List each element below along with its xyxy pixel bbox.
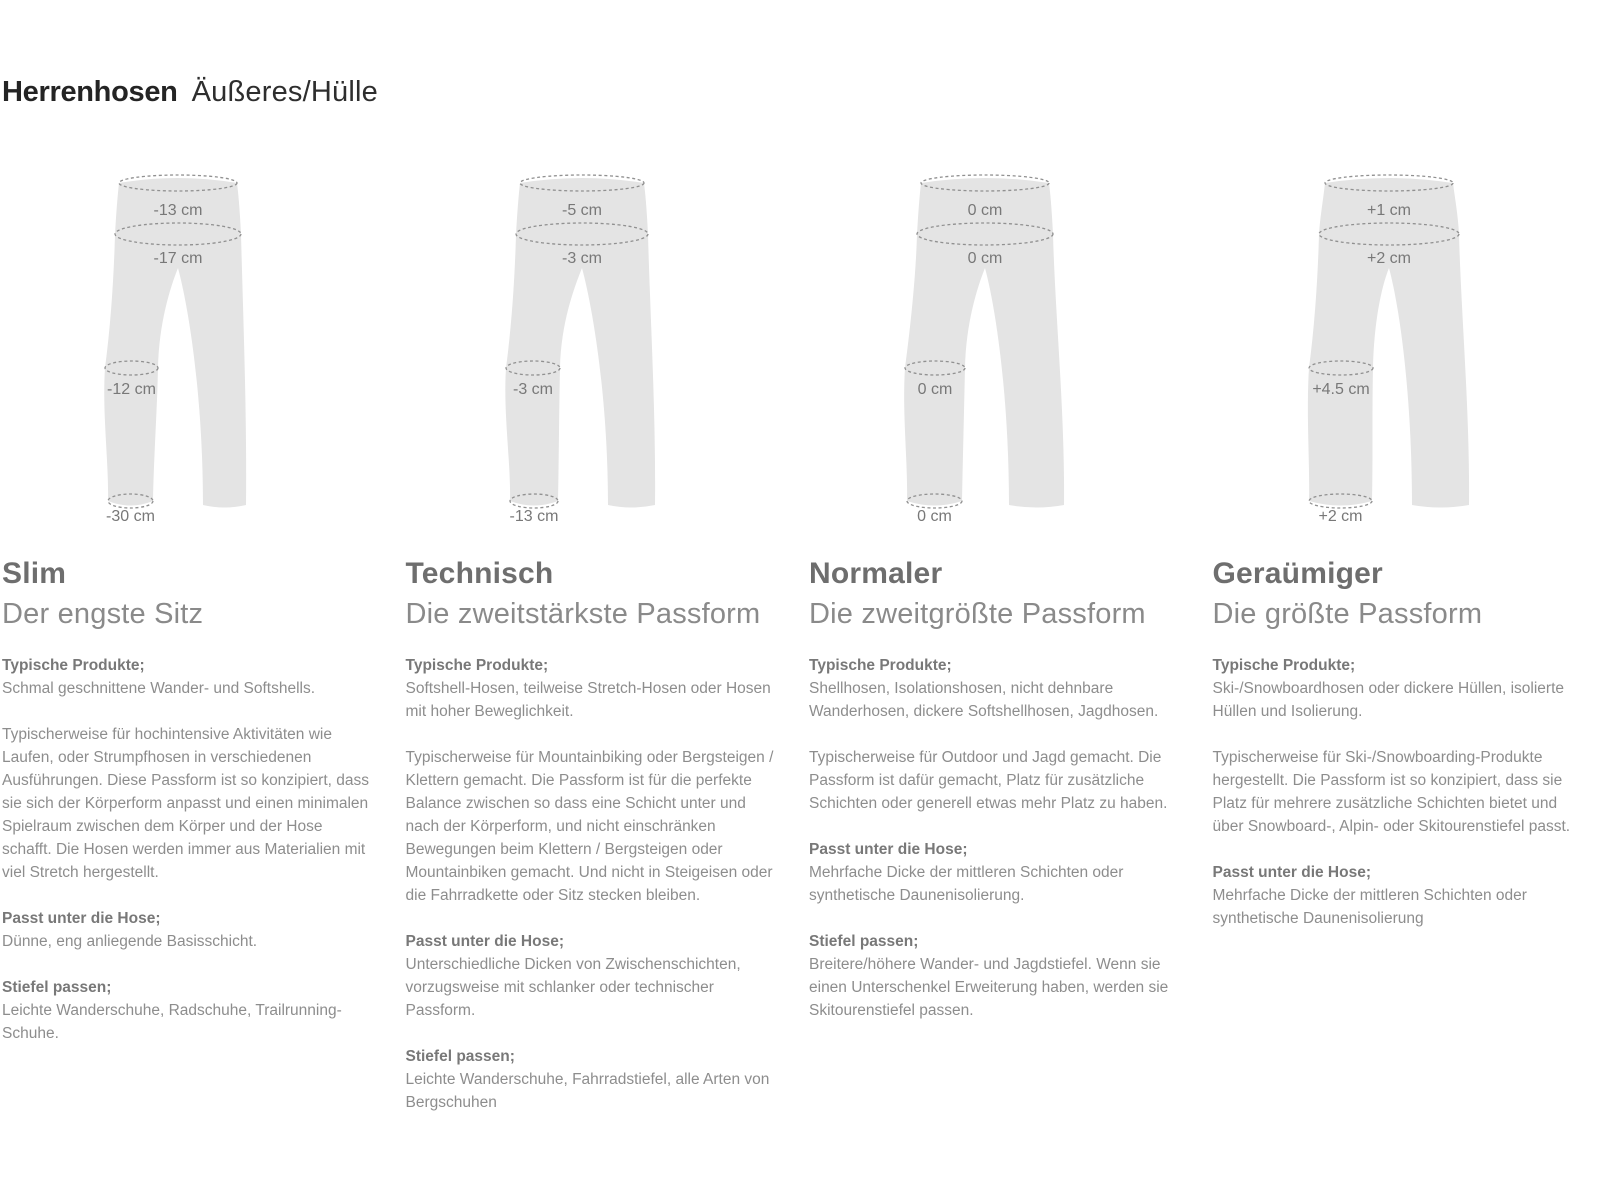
fit-tagline: Die zweitstärkste Passform <box>405 598 761 630</box>
section-body: Softshell-Hosen, teilweise Stretch-Hosen oder Hosen mit hoher Beweglichkeit. <box>405 680 771 720</box>
section-body: Breitere/höhere Wander- und Jagdstiefel. Wenn sie einen Unterschenkel Erweiterung haben, werden sie Skitourenstiefel passen. <box>809 956 1169 1019</box>
section-body: Unterschiedliche Dicken von Zwischenschichten, vorzugsweise mit schlanker oder technischer Passform. <box>405 956 741 1019</box>
fits-under-section <box>406 930 792 1022</box>
fits-under-section <box>2 907 388 953</box>
pants-diagram <box>432 153 732 533</box>
fit-name: Geraümiger <box>1212 557 1383 590</box>
waist-measurement-label: -13 cm <box>153 202 203 219</box>
section-body: Mehrfache Dicke der mittleren Schichten oder synthetische Daunenisolierung. <box>809 864 1124 904</box>
fit-description: Typischerweise für Outdoor und Jagd gemacht. Die Passform ist dafür gemacht, Platz für zusätzliche Schichten oder generell etwas mehr Platz zu haben. <box>809 749 1168 812</box>
pants-silhouette <box>1307 178 1468 508</box>
hip-measurement-label: -3 cm <box>561 250 602 267</box>
knee-measurement-label: -12 cm <box>107 381 156 398</box>
page-header <box>0 0 1600 109</box>
fit-column-normaler <box>809 153 1195 1114</box>
knee-measurement-label: +4.5 cm <box>1311 381 1370 398</box>
fit-description: Typischerweise für Ski-/Snowboarding-Produkte hergestellt. Die Passform ist so konzipiert, dass sie Platz für mehrere zusätzliche Schichten bietet und über Snowboard-, Alpin- oder Skitourenstiefel passt. <box>1212 749 1571 835</box>
page-title: Herrenhosen <box>2 76 178 108</box>
section-heading: Stiefel passen; <box>809 933 919 950</box>
fit-tagline: Die größte Passform <box>1212 598 1483 630</box>
pants-silhouette <box>104 178 246 508</box>
hip-measurement-label: 0 cm <box>967 250 1003 267</box>
section-heading: Stiefel passen; <box>405 1048 515 1065</box>
hem-measurement-label: -30 cm <box>106 508 155 525</box>
typical-products-section <box>2 654 388 700</box>
section-body: Leichte Wanderschuhe, Radschuhe, Trailrunning-Schuhe. <box>2 1002 342 1042</box>
fit-name: Slim <box>2 557 67 590</box>
fit-column-technisch <box>406 153 792 1114</box>
section-body: Leichte Wanderschuhe, Fahrradstiefel, alle Arten von Bergschuhen <box>405 1071 770 1111</box>
waist-measurement-label: 0 cm <box>967 202 1003 219</box>
section-heading: Passt unter die Hose; <box>1212 864 1371 881</box>
fit-column-geraumiger <box>1213 153 1599 1114</box>
boots-section <box>809 930 1195 1022</box>
waist-measurement-label: +1 cm <box>1366 202 1411 219</box>
fit-column-slim <box>2 153 388 1114</box>
section-heading: Typische Produkte; <box>2 657 145 674</box>
hem-measurement-label: +2 cm <box>1317 508 1363 525</box>
fit-description: Typischerweise für hochintensive Aktivitäten wie Laufen, oder Strumpfhosen in verschiedenen Ausführungen. Diese Passform ist so konzipiert, dass sie sich der Körperform anpasst und einen minimalen Spielraum zwischen dem Körper und der Hose schafft. Die Hosen werden immer aus Materialien mit viel Stretch hergestellt. <box>2 726 370 881</box>
boots-section <box>406 1045 792 1114</box>
typical-products-section <box>1213 654 1599 723</box>
fit-tagline: Die zweitgrößte Passform <box>809 598 1146 630</box>
hip-measurement-label: -17 cm <box>153 250 203 267</box>
section-body: Dünne, eng anliegende Basisschicht. <box>2 933 258 950</box>
pants-diagram <box>835 153 1135 533</box>
section-heading: Passt unter die Hose; <box>2 910 161 927</box>
fit-name: Normaler <box>809 557 943 590</box>
fit-columns <box>0 153 1600 1114</box>
fits-under-section <box>809 838 1195 907</box>
section-body: Shellhosen, Isolationshosen, nicht dehnbare Wanderhosen, dickere Softshellhosen, Jagdhosen. <box>809 680 1159 720</box>
section-body: Schmal geschnittene Wander- und Softshells. <box>2 680 316 697</box>
fits-under-section <box>1213 861 1599 930</box>
pants-diagram <box>1239 153 1539 533</box>
fit-description: Typischerweise für Mountainbiking oder Bergsteigen / Klettern gemacht. Die Passform ist für die perfekte Balance zwischen so dass eine Schicht unter und nach der Körperform, und nicht einschränken Bewegungen beim Klettern / Bergsteigen oder Mountainbiken gemacht. Und nicht in Steigeisen oder die Fahrradkette oder Sitz stecken bleiben. <box>405 749 774 904</box>
pants-diagram <box>28 153 328 533</box>
hem-measurement-label: -13 cm <box>509 508 558 525</box>
pants-silhouette <box>505 178 655 508</box>
hem-measurement-label: 0 cm <box>917 508 952 525</box>
section-heading: Stiefel passen; <box>2 979 112 996</box>
knee-measurement-label: 0 cm <box>917 381 953 398</box>
boots-section <box>2 976 388 1045</box>
fit-name: Technisch <box>405 557 554 590</box>
section-heading: Passt unter die Hose; <box>809 841 968 858</box>
typical-products-section <box>809 654 1195 723</box>
knee-measurement-label: -3 cm <box>512 381 553 398</box>
section-body: Ski-/Snowboardhosen oder dickere Hüllen, isolierte Hüllen und Isolierung. <box>1212 680 1565 720</box>
section-heading: Typische Produkte; <box>1212 657 1356 674</box>
section-heading: Passt unter die Hose; <box>405 933 564 950</box>
waist-measurement-label: -5 cm <box>561 202 602 219</box>
section-heading: Typische Produkte; <box>405 657 549 674</box>
section-body: Mehrfache Dicke der mittleren Schichten oder synthetische Daunenisolierung <box>1212 887 1527 927</box>
section-heading: Typische Produkte; <box>809 657 952 674</box>
fit-tagline: Der engste Sitz <box>2 598 204 630</box>
hip-measurement-label: +2 cm <box>1366 250 1411 267</box>
typical-products-section <box>406 654 792 723</box>
page-subtitle: Äußeres/Hülle <box>191 76 378 108</box>
